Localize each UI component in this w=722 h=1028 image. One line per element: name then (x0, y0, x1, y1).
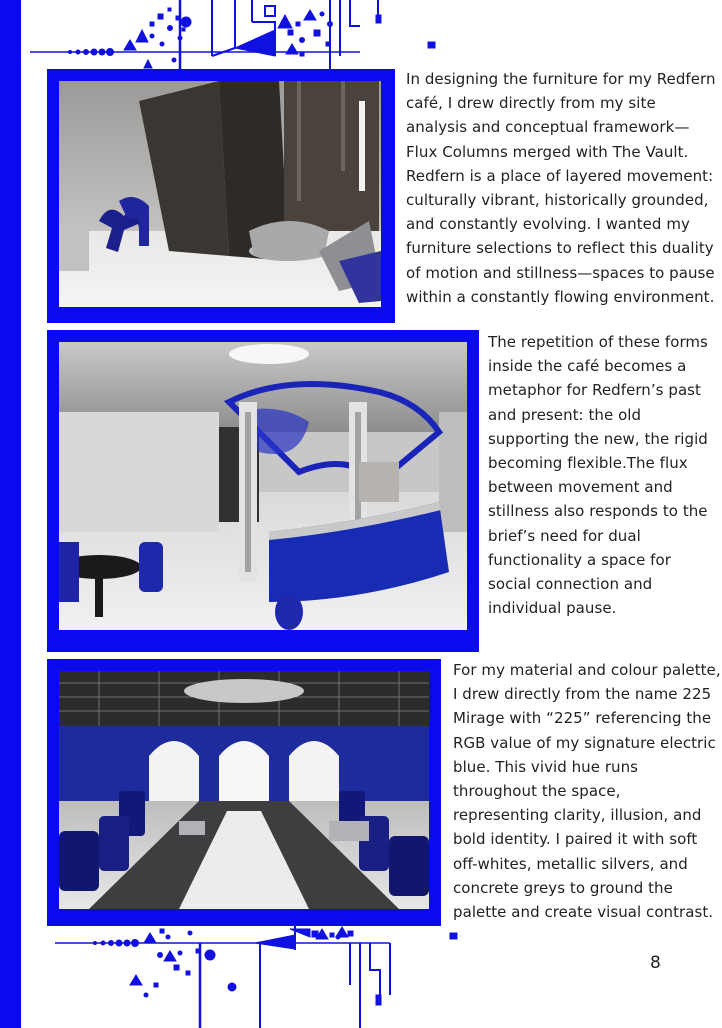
paragraph-furniture-design: In designing the furniture for my Redfern café, I drew directly from my site analysis and conceptual framework—Flux Columns merged with The Vault. Redfern is a place of layered movement: culturally vibrant, historically grounded, and constantly evolving. I wanted my furniture selections to reflect this duality of motion and stillness—spaces to pause within a constantly flowing environment. (406, 70, 716, 306)
render-image (59, 342, 467, 630)
render-image (59, 671, 429, 909)
cafe-furniture-image-frame (47, 69, 395, 323)
bottom-decorative-graphic (50, 925, 470, 1028)
page-number: 8 (650, 953, 661, 973)
paragraph-repetition-forms: The repetition of these forms inside the café becomes a metaphor for Redfern’s past and present: the old supporting the new, the rigid becoming flexible.The flux between movement and stillness also responds to the brief’s need for dual functionality a space for social connection and individual pause. (488, 333, 708, 618)
paragraph-colour-palette: For my material and colour palette, I drew directly from the name 225 Mirage with “225” referencing the RGB value of my signature electric blue. This vivid hue runs throughout the space, representing clarity, illusion, and bold identity. I paired it with soft off-whites, metallic silvers, and concrete greys to ground the palette and create visual contrast. (453, 661, 721, 922)
top-decorative-graphic (30, 0, 450, 75)
cafe-interior-image-frame (47, 330, 479, 652)
render-image (59, 81, 381, 307)
meeting-room-image-frame (47, 659, 441, 926)
left-accent-bar (0, 0, 21, 1028)
